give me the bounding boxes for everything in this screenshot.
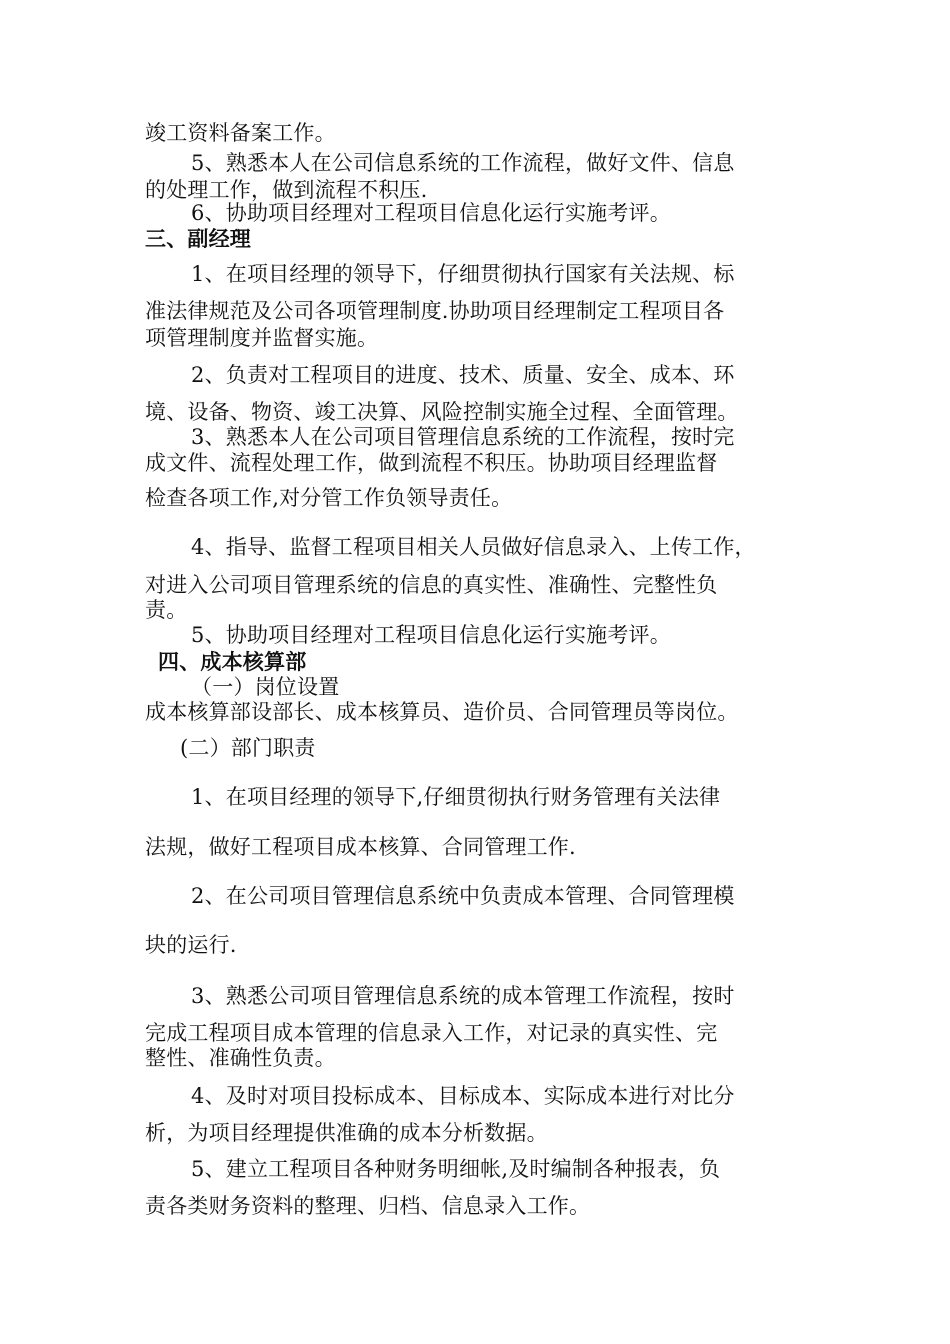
text-line: 责。 bbox=[145, 598, 188, 622]
text-line: 准法律规范及公司各项管理制度.协助项目经理制定工程项目各 bbox=[145, 299, 725, 323]
text-line: 5、熟悉本人在公司信息系统的工作流程，做好文件、信息 bbox=[191, 151, 735, 175]
text-line: 5、协助项目经理对工程项目信息化运行实施考评。 bbox=[191, 623, 671, 647]
text-line: 1、在项目经理的领导下,仔细贯彻执行财务管理有关法律 bbox=[191, 785, 721, 809]
section-heading: 四、成本核算部 bbox=[158, 650, 307, 674]
text-line: 析，为项目经理提供准确的成本分析数据。 bbox=[145, 1121, 548, 1145]
text-line: 1、在项目经理的领导下，仔细贯彻执行国家有关法规、标 bbox=[191, 262, 735, 286]
text-line: 对进入公司项目管理系统的信息的真实性、准确性、完整性负 bbox=[145, 573, 718, 597]
text-line: 3、熟悉公司项目管理信息系统的成本管理工作流程，按时 bbox=[191, 984, 735, 1008]
text-line: 项管理制度并监督实施。 bbox=[145, 326, 379, 350]
text-line: 完成工程项目成本管理的信息录入工作，对记录的真实性、完 bbox=[145, 1021, 718, 1045]
section-heading: 三、副经理 bbox=[145, 227, 251, 251]
text-line: 4、指导、监督工程项目相关人员做好信息录入、上传工作， bbox=[191, 535, 756, 559]
text-line: 成文件、流程处理工作，做到流程不积压。协助项目经理监督 bbox=[145, 451, 718, 475]
text-line: 块的运行. bbox=[145, 933, 237, 957]
subsection-heading: (二）部门职责 bbox=[180, 736, 316, 760]
text-line: 2、在公司项目管理信息系统中负责成本管理、合同管理模 bbox=[191, 884, 735, 908]
text-line: 5、建立工程项目各种财务明细帐,及时编制各种报表，负 bbox=[191, 1157, 721, 1181]
text-line: 责各类财务资料的整理、归档、信息录入工作。 bbox=[145, 1194, 591, 1218]
text-line: 4、及时对项目投标成本、目标成本、实际成本进行对比分 bbox=[191, 1084, 735, 1108]
text-line: 成本核算部设部长、成本核算员、造价员、合同管理员等岗位。 bbox=[145, 700, 739, 724]
text-line: 竣工资料备案工作。 bbox=[145, 121, 336, 145]
text-line: 6、协助项目经理对工程项目信息化运行实施考评。 bbox=[191, 201, 671, 225]
text-line: 检查各项工作,对分管工作负领导责任。 bbox=[145, 486, 513, 510]
text-line: 法规，做好工程项目成本核算、合同管理工作. bbox=[145, 835, 576, 859]
text-line: 境、设备、物资、竣工决算、风险控制实施全过程、全面管理。 bbox=[145, 400, 739, 424]
text-line: 的处理工作，做到流程不积压. bbox=[145, 178, 428, 202]
subsection-heading: （一）岗位设置 bbox=[191, 675, 340, 699]
text-line: 2、负责对工程项目的进度、技术、质量、安全、成本、环 bbox=[191, 363, 735, 387]
text-line: 3、熟悉本人在公司项目管理信息系统的工作流程，按时完 bbox=[191, 425, 735, 449]
text-line: 整性、准确性负责。 bbox=[145, 1046, 336, 1070]
